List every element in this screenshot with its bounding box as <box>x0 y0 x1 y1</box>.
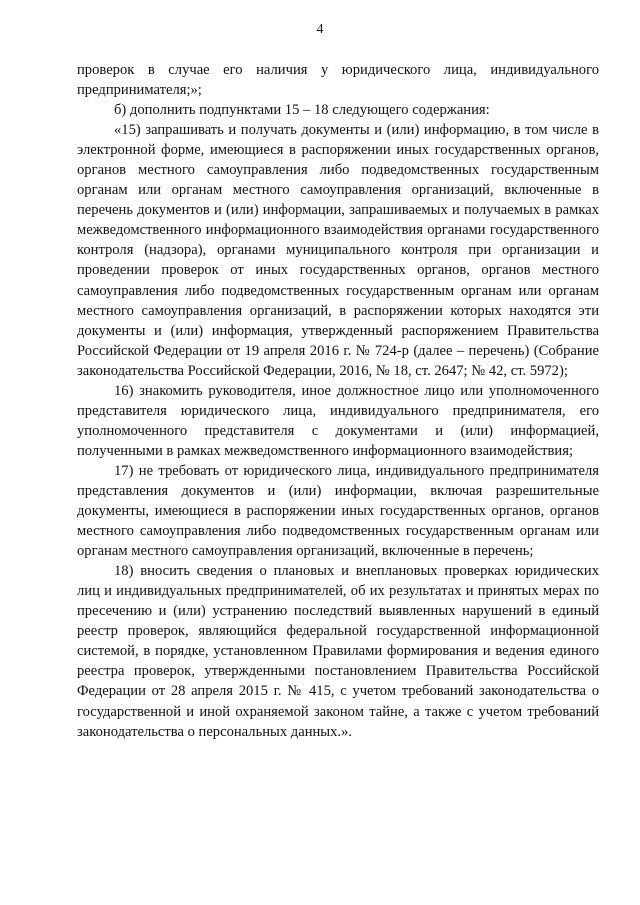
paragraph-amendment-intro: б) дополнить подпунктами 15 – 18 следующего содержания: <box>114 102 490 119</box>
paragraph-item-15: «15) запрашивать и получать документы и (или) информацию, в том числе в электронной форме, имеющиеся в распоряжении иных государственных органов, органов местного самоуправления либо подведомственных государственным органам или органам местного самоуправления организаций, включенные в перечень документов и (или) информации, запрашиваемых и получаемых в рамках межведомственного информационного взаимодействия органами государственного контроля (надзора), органами муниципального контроля при организации и проведении проверок от иных государственных органов, органов местного самоуправления либо подведомственных государственным органам или органам местного самоуправления организаций, в распоряжении которых находятся эти документы и (или) информация, утвержденный распоряжением Правительства Российской Федерации от 19 апреля 2016 г. № 724-р (далее – перечень) (Собрание законодательства Российской Федерации, 2016, № 18, ст. 2647; № 42, ст. 5972); <box>77 122 599 379</box>
paragraph-item-16: 16) знакомить руководителя, иное должностное лицо или уполномоченного представителя юридического лица, индивидуального предпринимателя, его уполномоченного представителя с документами и (или) информацией, полученными в рамках межведомственного информационного взаимодействия; <box>77 382 599 459</box>
paragraph-continuation: проверок в случае его наличия у юридического лица, индивидуального предпринимателя;»; <box>77 62 599 99</box>
document-body <box>77 60 599 742</box>
paragraph-item-18: 18) вносить сведения о плановых и внеплановых проверках юридических лиц и индивидуальных предпринимателей, об их результатах и принятых мерах по пресечению и (или) устранению последствий выявленных нарушений в единый реестр проверок, являющийся федеральной государственной информационной системой, в порядке, установленном Правилами формирования и ведения единого реестра проверок, утвержденными постановлением Правительства Российской Федерации от 28 апреля 2015 г. № 415, с учетом требований законодательства о государственной и иной охраняемой законом тайне, а также с учетом требований законодательства о персональных данных.». <box>77 563 599 740</box>
page-number: 4 <box>316 22 324 37</box>
paragraph-item-17: 17) не требовать от юридического лица, индивидуального предпринимателя представления документов и (или) информации, включая разрешительные документы, имеющиеся в распоряжении иных государственных органов, органов местного самоуправления либо подведомственных государственным органам или органам местного самоуправления организаций, включенные в перечень; <box>77 462 599 560</box>
